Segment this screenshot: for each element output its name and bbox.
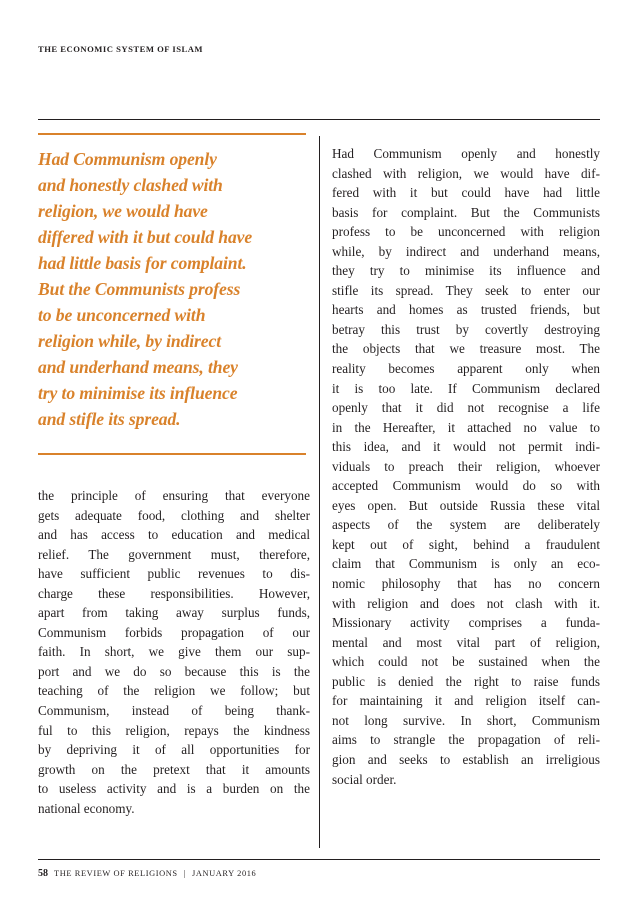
body-line: basis for complaint. But the Communists [332,204,600,220]
pull-quote-line: religion while, by indirect [38,331,222,351]
pull-quote-bottom-rule [38,453,306,455]
body-line: social order. [332,771,397,787]
body-line: eyes open. But outside Russia these vital [332,497,600,513]
pull-quote-line: to be unconcerned with [38,305,206,325]
body-line: to useless activity and is a burden on the [38,781,310,797]
page-number: 58 [38,868,48,879]
body-line: this idea, and it would not permit indi- [332,439,600,455]
body-line: with religion and does not clash with it. [332,595,600,611]
body-line: port and we do so because this is the [38,663,310,679]
pull-quote-top-rule [38,133,306,135]
body-line: teaching of the religion we follow; but [38,683,310,699]
footer-separator: | [183,869,186,878]
body-line: gion and seeks to establish an irreligious [332,751,600,767]
pull-quote-line: differed with it but could have [38,227,253,247]
body-line: they try to minimise its influence and [332,263,600,279]
body-line: and has access to education and medical [38,527,310,543]
body-line: gets adequate food, clothing and shelter [38,507,310,523]
body-line: clashed with religion, we would have dif- [332,165,600,181]
body-line: stifle its spread. They seek to enter our [332,282,600,298]
body-line: reality becomes apparent only when [332,361,600,377]
left-column-text [38,486,310,818]
body-line: apart from taking away surplus funds, [38,605,310,621]
right-column-text [332,144,600,789]
body-line: Communism forbids propagation of our [38,624,310,640]
body-line: charge these responsibilities. However, [38,585,310,601]
pull-quote-line: and stifle its spread. [38,409,181,429]
pull-quote-line: and honestly clashed with [38,175,223,195]
body-line: Missionary activity comprises a funda- [332,615,600,631]
body-line: it is too late. If Communism declared [332,380,600,396]
footer [38,868,256,879]
pull-quote [38,146,310,432]
body-line: the principle of ensuring that everyone [38,488,310,503]
footer-rule [38,859,600,860]
body-line: openly that it did not recognise a life [332,400,600,416]
body-line: profess to be unconcerned with religion [332,224,600,240]
body-line: for maintaining it and religion itself can- [332,693,600,709]
body-line: while, by indirect and underhand means, [332,243,600,259]
body-line: Communism, instead of being thank- [38,703,310,719]
body-line: fered with it but could have had little [332,185,600,201]
running-header: THE ECONOMIC SYSTEM OF ISLAM [38,44,204,54]
pull-quote-line: had little basis for complaint. [38,253,247,273]
body-line: in the Hereafter, it attached no value to [332,419,600,435]
body-line: aims to strangle the propagation of reli- [332,732,600,748]
pull-quote-line: religion, we would have [38,201,208,221]
body-line: growth on the pretext that it amounts [38,761,310,777]
body-line: kept out of sight, behind a fraudulent [332,536,600,552]
pull-quote-line: Had Communism openly [38,149,217,169]
issue-date: JANUARY 2016 [191,869,257,878]
body-line: relief. The government must, therefore, [38,546,310,562]
body-line: betray this trust by covertly destroying [332,321,600,337]
pull-quote-line: and underhand means, they [38,357,238,377]
body-line: hearts and homes as trusted friends, but [332,302,600,318]
body-line: nomic philosophy that has no concern [332,576,600,592]
body-line: not long survive. In short, Communism [332,712,600,728]
body-line: viduals to preach their religion, whoever [332,458,600,474]
body-line: which could not be sustained when the [332,654,600,670]
body-line: faith. In short, we give them our sup- [38,644,310,660]
body-line: have sufficient public revenues to dis- [38,566,310,582]
column-divider [319,136,320,848]
pull-quote-line: But the Communists profess [38,279,241,299]
body-line: by depriving it of all opportunities for [38,742,310,758]
body-line: public is denied the right to raise funds [332,673,600,689]
body-line: ful to this religion, repays the kindness [38,722,310,738]
pull-quote-line: try to minimise its influence [38,383,238,403]
body-line: Had Communism openly and honestly [332,146,600,161]
body-line: national economy. [38,800,135,816]
body-line: aspects of the system are deliberately [332,517,600,533]
publication-name: THE REVIEW OF RELIGIONS [54,869,178,878]
body-line: claim that Communism is only an eco- [332,556,600,572]
header-rule [38,119,600,120]
body-line: the objects that we treasure most. The [332,341,600,357]
body-line: accepted Communism would do so with [332,478,600,494]
body-line: mental and most vital part of religion, [332,634,600,650]
